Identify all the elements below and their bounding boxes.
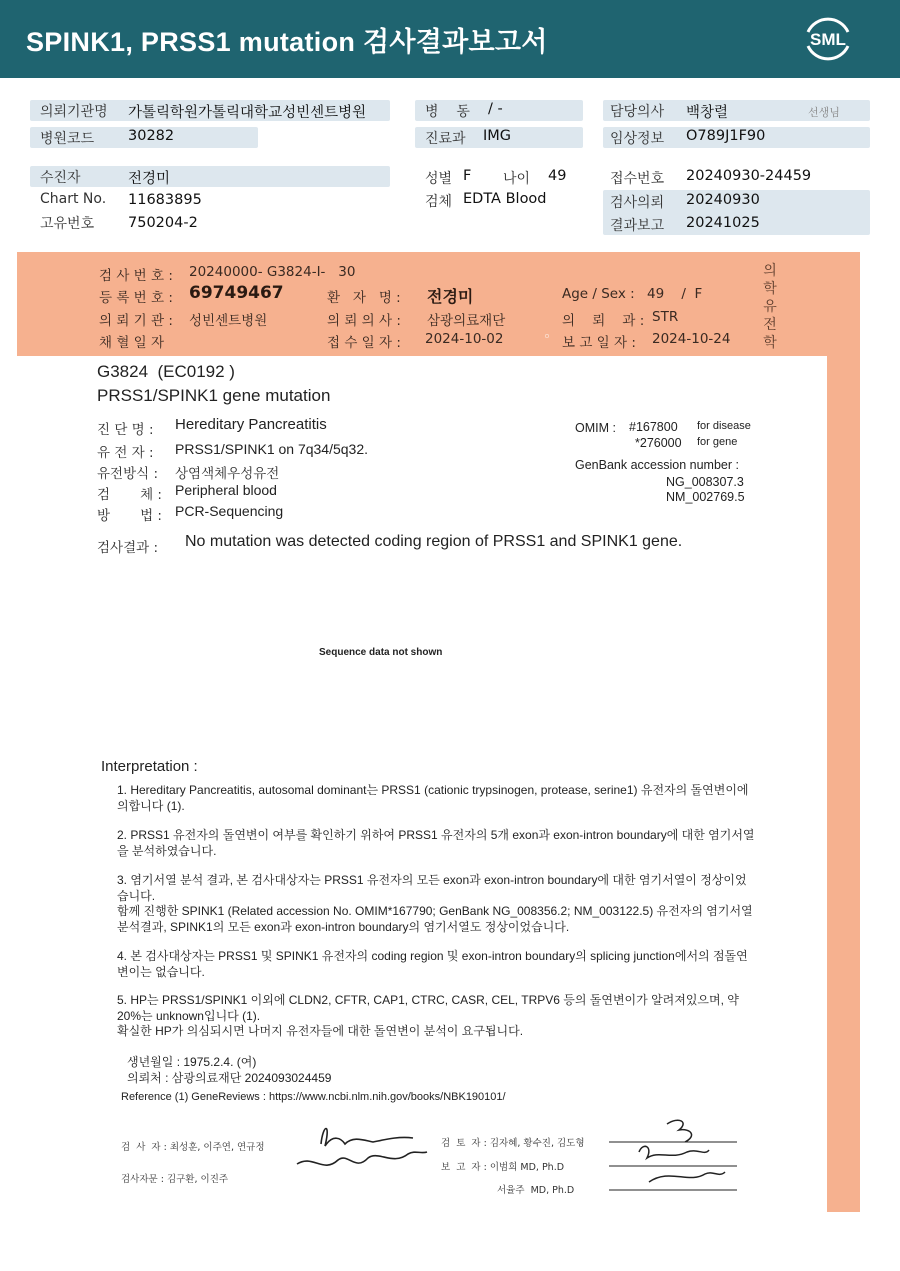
genbank-label: GenBank accession number :: [575, 458, 739, 472]
test-name: PRSS1/SPINK1 gene mutation: [97, 386, 331, 405]
side-char: 학: [763, 335, 777, 351]
page-title: SPINK1, PRSS1 mutation 검사결과보고서: [26, 27, 548, 57]
chart-value: 11683895: [128, 192, 202, 208]
side-char: 유: [763, 299, 777, 315]
dept-label: 진료과: [425, 131, 466, 147]
agesex-value: 49 / F: [647, 286, 703, 302]
hospital-code-label: 병원코드: [40, 131, 95, 147]
test-code: G3824 (EC0192 ): [97, 362, 235, 381]
date-of-birth: 생년월일 : 1975.2.4. (여): [127, 1055, 257, 1069]
interpretation-title: Interpretation :: [101, 758, 198, 775]
id-value: 750204-2: [128, 215, 198, 231]
inherit-label: 유전방식 :: [97, 466, 159, 482]
reviewers: 검 토 자 : 김자혜, 황수진, 김도형: [441, 1138, 585, 1149]
doctor-value: 백창렬: [686, 105, 729, 121]
reporter-1: 보 고 자 : 이범희 MD, Ph.D: [441, 1162, 565, 1173]
bullet-dot: ◦: [543, 329, 551, 345]
patient-value: 전경미: [128, 171, 171, 187]
interp-item: 1. Hereditary Pancreatitis, autosomal dominant는 PRSS1 (cationic trypsinogen, protease, serine1) 유전자의 돌연변이에 의합니다 (1).: [117, 783, 749, 813]
signature-left: [283, 1114, 433, 1184]
reference: Reference (1) GeneReviews : https://www.ncbi.nlm.nih.gov/books/NBK190101/: [121, 1091, 506, 1103]
receive-date-label: 접 수 일 자 :: [327, 335, 401, 351]
gene-value: PRSS1/SPINK1 on 7q34/5q32.: [175, 441, 369, 457]
req-doctor-value: 삼광의료재단: [427, 313, 506, 329]
doctor-suffix: 선생님: [808, 106, 840, 119]
diag-label: 진 단 명 :: [97, 422, 154, 438]
report-date-label: 결과보고: [610, 218, 665, 234]
gene-label: 유 전 자 :: [97, 445, 154, 461]
interp-item: 2. PRSS1 유전자의 돌연변이 여부를 확인하기 위하여 PRSS1 유전자의 5개 exon과 exon-intron boundary에 대한 염기서열을 분석하였습니다.: [117, 828, 755, 858]
test-no-value: 20240000- G3824-I- 30: [189, 264, 356, 280]
receipt-value: 20240930-24459: [686, 168, 812, 184]
req-ward-label: 의 뢰 과 :: [562, 313, 645, 329]
req-ward-value: STR: [652, 309, 679, 325]
request-date-value: 20240930: [686, 192, 760, 208]
omim-gene: *276000: [635, 436, 682, 450]
age-value: 49: [548, 168, 567, 184]
collect-date-label: 채 혈 일 자: [99, 335, 165, 351]
ward-label: 병 동: [425, 104, 470, 120]
patient-name-value: 전경미: [427, 287, 474, 306]
signature-right: [609, 1112, 739, 1202]
report-side-strip: [827, 356, 860, 1212]
sex-value: F: [463, 168, 472, 184]
receipt-label: 접수번호: [610, 171, 665, 187]
spec-value: Peripheral blood: [175, 482, 277, 498]
doctor-label: 담당의사: [610, 104, 665, 120]
receive-date-value: 2024-10-02: [425, 331, 504, 347]
info-bar: [30, 166, 390, 187]
req-doctor-label: 의 뢰 의 사 :: [327, 313, 401, 329]
reg-no-value: 69749467: [189, 283, 284, 303]
diag-value: Hereditary Pancreatitis: [175, 416, 327, 433]
chart-label: Chart No.: [40, 191, 107, 207]
omim-disease-note: for disease: [697, 420, 751, 432]
method-value: PCR-Sequencing: [175, 503, 284, 519]
inherit-value: 상염색체우성유전: [175, 466, 280, 482]
genbank-2: NM_002769.5: [666, 490, 745, 504]
omim-disease: #167800: [629, 420, 678, 434]
dept-value: IMG: [483, 128, 512, 144]
request-date-label: 검사의뢰: [610, 195, 665, 211]
specimen-value: EDTA Blood: [463, 191, 547, 207]
report-date-value: 20241025: [686, 215, 760, 231]
referrer: 의뢰처 : 삼광의료재단 2024093024459: [127, 1071, 332, 1085]
ward-value: / -: [488, 101, 503, 117]
interp-item: 확실한 HP가 의심되시면 나머지 유전자들에 대한 돌연변이 분석이 요구됩니다.: [117, 1024, 524, 1038]
inst-label: 의 뢰 기 관 :: [99, 313, 173, 329]
interp-item: 4. 본 검사대상자는 PRSS1 및 SPINK1 유전자의 coding region 및 exon-intron boundary의 splicing junction에서의 점돌연변이는 없습니다.: [117, 949, 748, 979]
age-label: 나이: [503, 171, 531, 187]
side-char: 전: [763, 317, 777, 333]
id-label: 고유번호: [40, 216, 95, 232]
interp-item: 함께 진행한 SPINK1 (Related accession No. OMIM*167790; GenBank NG_008356.2; NM_003122.5) 유전자의 염기서열 분석결과, SPINK1의 모든 exon과 exon-intron boundary의 염기서열도 정상이었습니다.: [117, 904, 753, 934]
logo-text: SML: [810, 30, 846, 49]
report-date-label: 보 고 일 자 :: [562, 335, 636, 351]
interp-item: 3. 염기서열 분석 결과, 본 검사대상자는 PRSS1 유전자의 모든 exon과 exon-intron boundary에 대한 염기서열이 정상이었습니다.: [117, 873, 747, 903]
scanned-report: [17, 252, 860, 1212]
sml-logo: [802, 12, 854, 64]
omim-gene-note: for gene: [697, 436, 738, 448]
requester-label: 의뢰기관명: [40, 104, 108, 120]
test-no-label: 검 사 번 호 :: [99, 268, 173, 284]
report-date-value: 2024-10-24: [652, 331, 731, 347]
clinical-value: O789J1F90: [686, 128, 766, 144]
reg-no-label: 등 록 번 호 :: [99, 290, 173, 306]
clinical-label: 임상정보: [610, 131, 665, 147]
inst-value: 성빈센트병원: [189, 313, 268, 329]
spec-label: 검 체 :: [97, 487, 162, 503]
reporter-2: 서율주 MD, Ph.D: [497, 1185, 575, 1196]
agesex-label: Age / Sex :: [562, 286, 635, 302]
sex-label: 성별: [425, 171, 453, 187]
sequence-note: Sequence data not shown: [319, 647, 443, 658]
advisors: 검사자문 : 김구환, 이진주: [121, 1174, 229, 1185]
side-char: 의: [763, 263, 777, 279]
patient-name-label: 환 자 명 :: [327, 290, 401, 306]
patient-label: 수진자: [40, 170, 81, 186]
interp-item: 5. HP는 PRSS1/SPINK1 이외에 CLDN2, CFTR, CAP1, CTRC, CASR, CEL, TRPV6 등의 돌연변이가 알려져있으며, 약 20%는 unknown입니다 (1).: [117, 993, 739, 1023]
specimen-label: 검체: [425, 194, 453, 210]
requester-value: 가톨릭학원가톨릭대학교성빈센트병원: [128, 105, 367, 121]
genbank-1: NG_008307.3: [666, 475, 744, 489]
result-value: No mutation was detected coding region of PRSS1 and SPINK1 gene.: [185, 533, 683, 550]
method-label: 방 법 :: [97, 508, 162, 524]
side-char: 학: [763, 281, 777, 297]
result-label: 검사결과 :: [97, 540, 159, 556]
omim-label: OMIM :: [575, 421, 616, 435]
hospital-code-value: 30282: [128, 128, 175, 144]
testers: 검 사 자 : 최성훈, 이주연, 연규정: [121, 1142, 265, 1153]
